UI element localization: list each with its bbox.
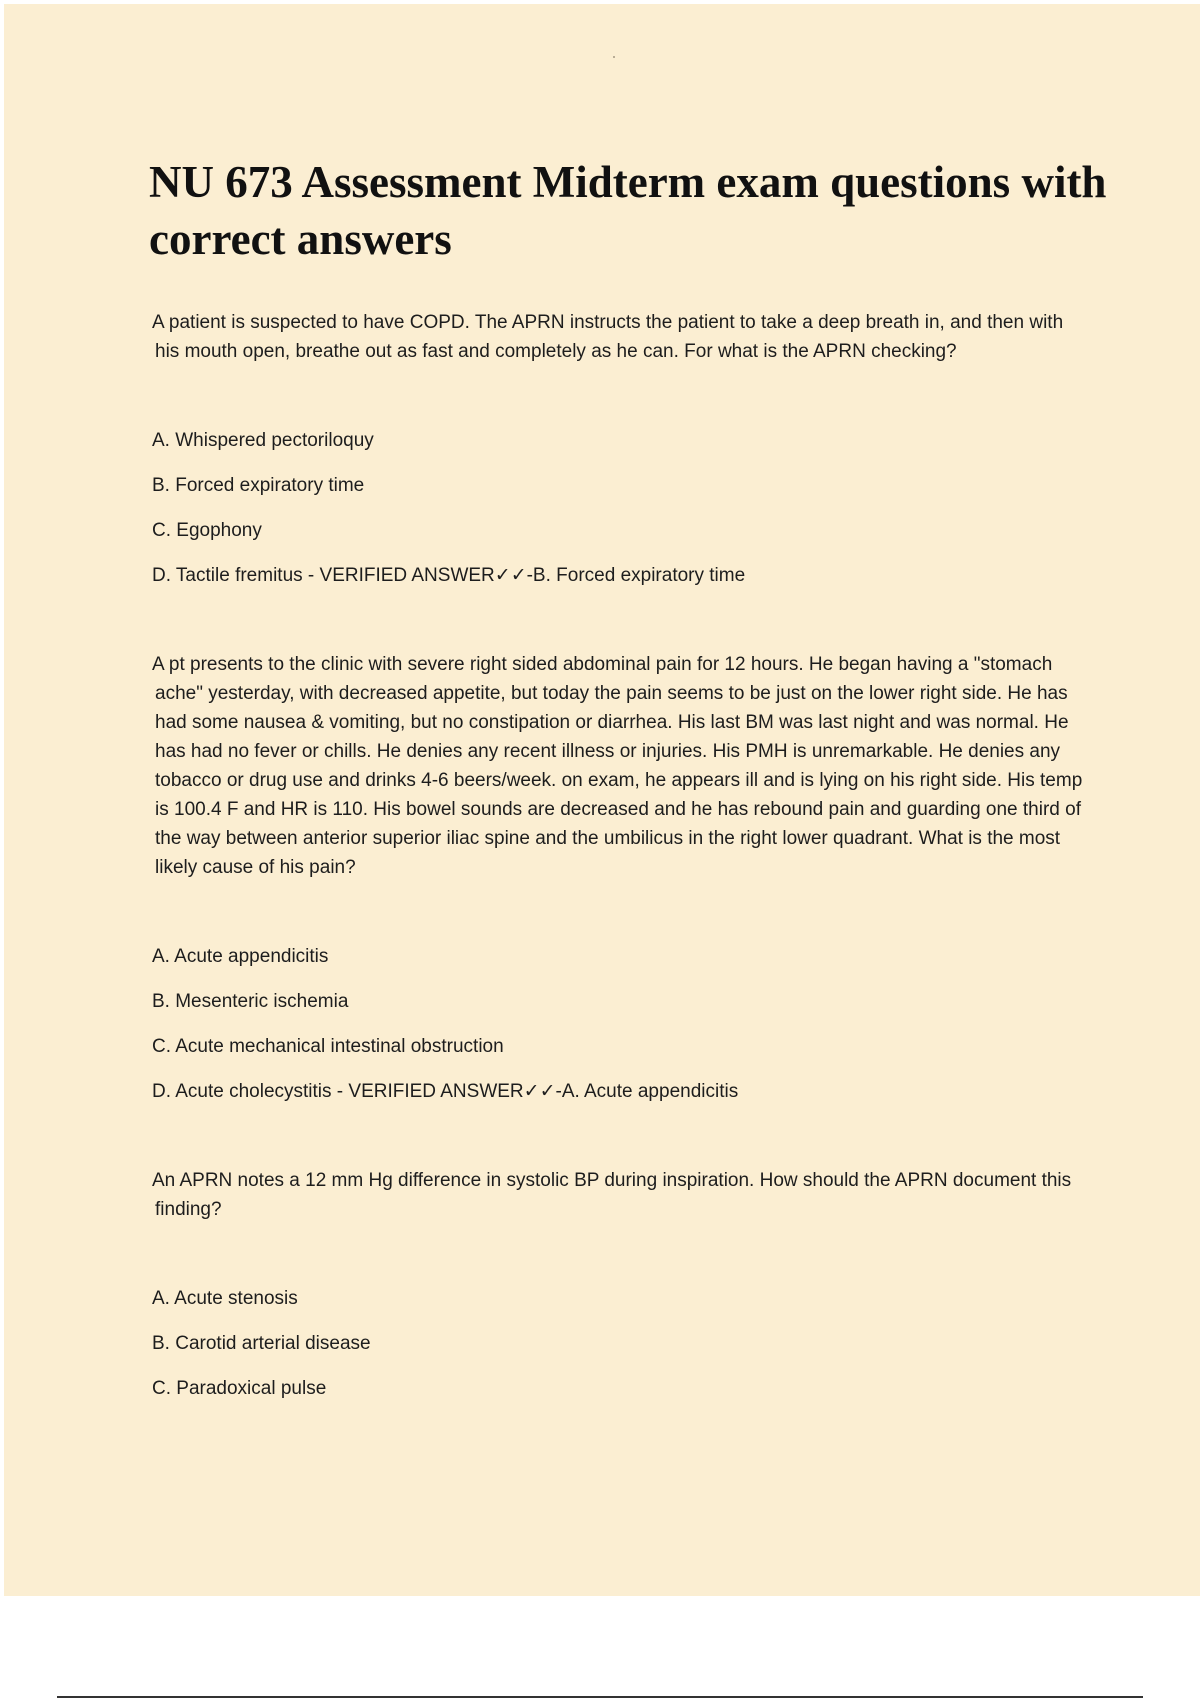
document-page <box>4 4 1200 1596</box>
question-text-3: An APRN notes a 12 mm Hg difference in systolic BP during inspiration. How should the APRN document this finding? <box>152 1170 1072 1220</box>
option-2-b: B. Mesenteric ischemia <box>152 991 349 1012</box>
option-3-b: B. Carotid arterial disease <box>152 1333 371 1354</box>
document-title: NU 673 Assessment Midterm exam questions with correct answers <box>149 157 1107 264</box>
question-text-2: A pt presents to the clinic with severe right sided abdominal pain for 12 hours. He began having a "stomach ache" yesterday, with decreased appetite, but today the pain seems to be just on the lower right side. He has had some nausea & vomiting, but no constipation or diarrhea. His last BM was last night and was normal. He has had no fever or chills. He denies any recent illness or injuries. His PMH is unremarkable. He denies any tobacco or drug use and drinks 4-6 beers/week. on exam, he appears ill and is lying on his right side. His temp is 100.4 F and HR is 110. His bowel sounds are decreased and he has rebound pain and guarding one third of the way between anterior superior iliac spine and the umbilicus in the right lower quadrant. What is the most likely cause of his pain? <box>152 654 1083 878</box>
option-1-b: B. Forced expiratory time <box>152 475 365 496</box>
option-2-d-with-answer: D. Acute cholecystitis - VERIFIED ANSWER✓✓-A. Acute appendicitis <box>152 1081 739 1102</box>
option-1-a: A. Whispered pectoriloquy <box>152 430 374 451</box>
option-3-c: C. Paradoxical pulse <box>152 1378 327 1399</box>
question-block-2 <box>152 650 1092 1106</box>
question-text-1: A patient is suspected to have COPD. The APRN instructs the patient to take a deep breath in, and then with his mouth open, breathe out as fast and completely as he can. For what is the APRN checking? <box>152 312 1064 362</box>
option-1-c: C. Egophony <box>152 520 262 541</box>
option-2-a: A. Acute appendicitis <box>152 946 329 967</box>
option-3-a: A. Acute stenosis <box>152 1288 298 1309</box>
question-block-3 <box>152 1166 1092 1403</box>
page-speck <box>613 56 615 58</box>
option-2-c: C. Acute mechanical intestinal obstruction <box>152 1036 504 1057</box>
footer-divider <box>57 1696 1143 1698</box>
question-block-1 <box>152 308 1092 590</box>
question-list <box>152 308 1092 1403</box>
option-1-d-with-answer: D. Tactile fremitus - VERIFIED ANSWER✓✓-B. Forced expiratory time <box>152 565 746 586</box>
